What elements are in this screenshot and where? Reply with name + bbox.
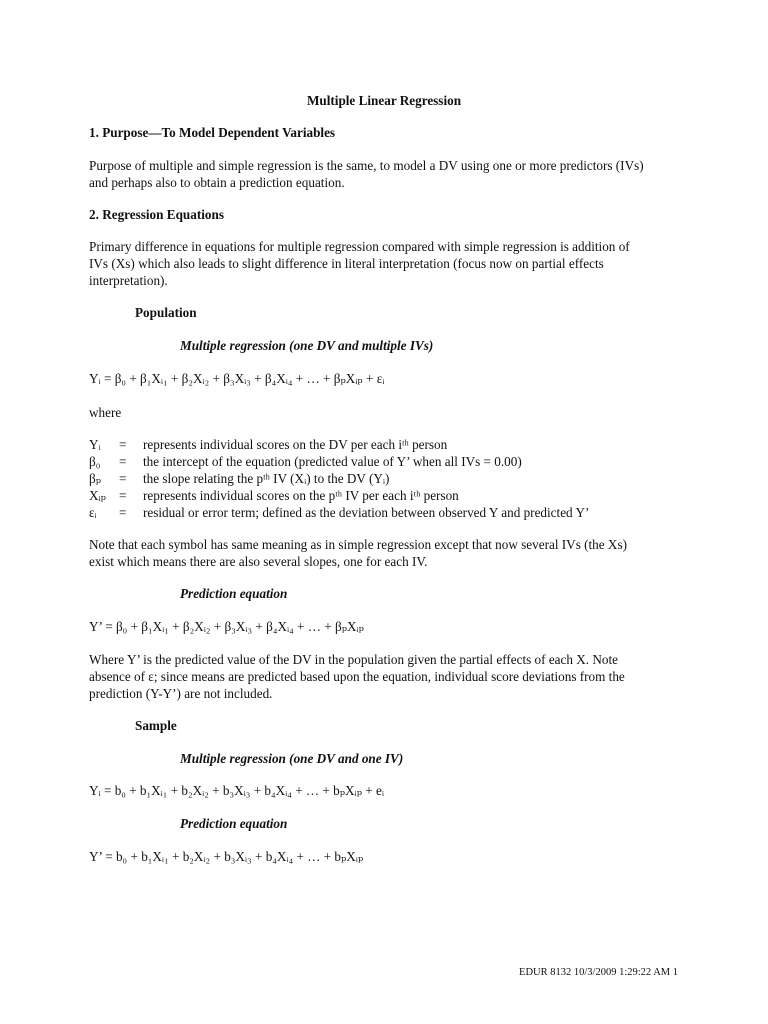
definition-row [0, 437, 768, 454]
population-prediction-equation: Y’ = β₀ + β₁Xᵢ₁ + β₂Xᵢ₂ + β₃Xᵢ₃ + β₄Xᵢ₄ + … + βₚXᵢₚ [89, 619, 364, 634]
section-2-paragraph-line-1: Primary difference in equations for multiple regression compared with simple regression is addition of [89, 239, 630, 254]
page-footer: EDUR 8132 10/3/2009 1:29:22 AM 1 [519, 967, 678, 978]
definition-equals: = [119, 471, 127, 486]
note-line-2: exist which means there are also several slopes, one for each IV. [89, 554, 428, 569]
definition-symbol: Xᵢₚ [89, 488, 106, 503]
population-prediction-heading: Prediction equation [180, 586, 288, 601]
definition-symbol: Yᵢ [89, 437, 101, 452]
section-2-paragraph-line-3: interpretation). [89, 273, 168, 288]
note-line-1: Note that each symbol has same meaning as in simple regression except that now several IVs (the Xs) [89, 537, 627, 552]
section-2-heading: 2. Regression Equations [89, 207, 224, 222]
definition-text: represents individual scores on the DV per each iᵗʰ person [143, 437, 448, 452]
where-paragraph-line-3: prediction (Y-Y’) are not included. [89, 686, 273, 701]
population-model-equation: Yᵢ = β₀ + β₁Xᵢ₁ + β₂Xᵢ₂ + β₃Xᵢ₃ + β₄Xᵢ₄ + … + βₚXᵢₚ + εᵢ [89, 371, 385, 386]
sample-prediction-heading: Prediction equation [180, 816, 288, 831]
definition-equals: = [119, 437, 127, 452]
definition-row [0, 454, 768, 471]
population-multiple-regression-heading: Multiple regression (one DV and multiple IVs) [180, 338, 434, 353]
definition-equals: = [119, 488, 127, 503]
definition-equals: = [119, 505, 127, 520]
where-paragraph-line-2: absence of ε; since means are predicted based upon the equation, individual score deviations from the [89, 669, 625, 684]
sample-multiple-regression-heading: Multiple regression (one DV and one IV) [180, 751, 404, 766]
definition-text: represents individual scores on the pᵗʰ IV per each iᵗʰ person [143, 488, 459, 503]
definition-row [0, 471, 768, 488]
definition-symbol: β₀ [89, 454, 101, 469]
definition-row [0, 488, 768, 505]
population-heading: Population [135, 305, 197, 320]
section-1-heading: 1. Purpose—To Model Dependent Variables [89, 125, 336, 140]
definition-text: residual or error term; defined as the deviation between observed Y and predicted Y’ [143, 505, 590, 520]
definition-symbol: βₚ [89, 471, 101, 486]
where-label: where [89, 405, 122, 420]
definition-symbol: εᵢ [89, 505, 97, 520]
section-1-paragraph-line-2: and perhaps also to obtain a prediction equation. [89, 175, 345, 190]
definition-row [0, 505, 768, 522]
sample-model-equation: Yᵢ = b₀ + b₁Xᵢ₁ + b₂Xᵢ₂ + b₃Xᵢ₃ + b₄Xᵢ₄ + … + bₚXᵢₚ + eᵢ [89, 783, 385, 798]
definition-text: the slope relating the pᵗʰ IV (Xᵢ) to the DV (Yᵢ) [143, 471, 390, 486]
section-1-paragraph-line-1: Purpose of multiple and simple regression is the same, to model a DV using one or more predictors (IVs) [89, 158, 644, 173]
sample-heading: Sample [135, 718, 177, 733]
definition-equals: = [119, 454, 127, 469]
definitions-list [0, 437, 768, 522]
section-2-paragraph-line-2: IVs (Xs) which also leads to slight difference in literal interpretation (focus now on partial effects [89, 256, 604, 271]
sample-prediction-equation: Y’ = b₀ + b₁Xᵢ₁ + b₂Xᵢ₂ + b₃Xᵢ₃ + b₄Xᵢ₄ + … + bₚXᵢₚ [89, 849, 364, 864]
definition-text: the intercept of the equation (predicted value of Y’ when all IVs = 0.00) [143, 454, 522, 469]
where-paragraph-line-1: Where Y’ is the predicted value of the DV in the population given the partial effects of each X. Note [89, 652, 619, 667]
page-title: Multiple Linear Regression [306, 93, 462, 108]
